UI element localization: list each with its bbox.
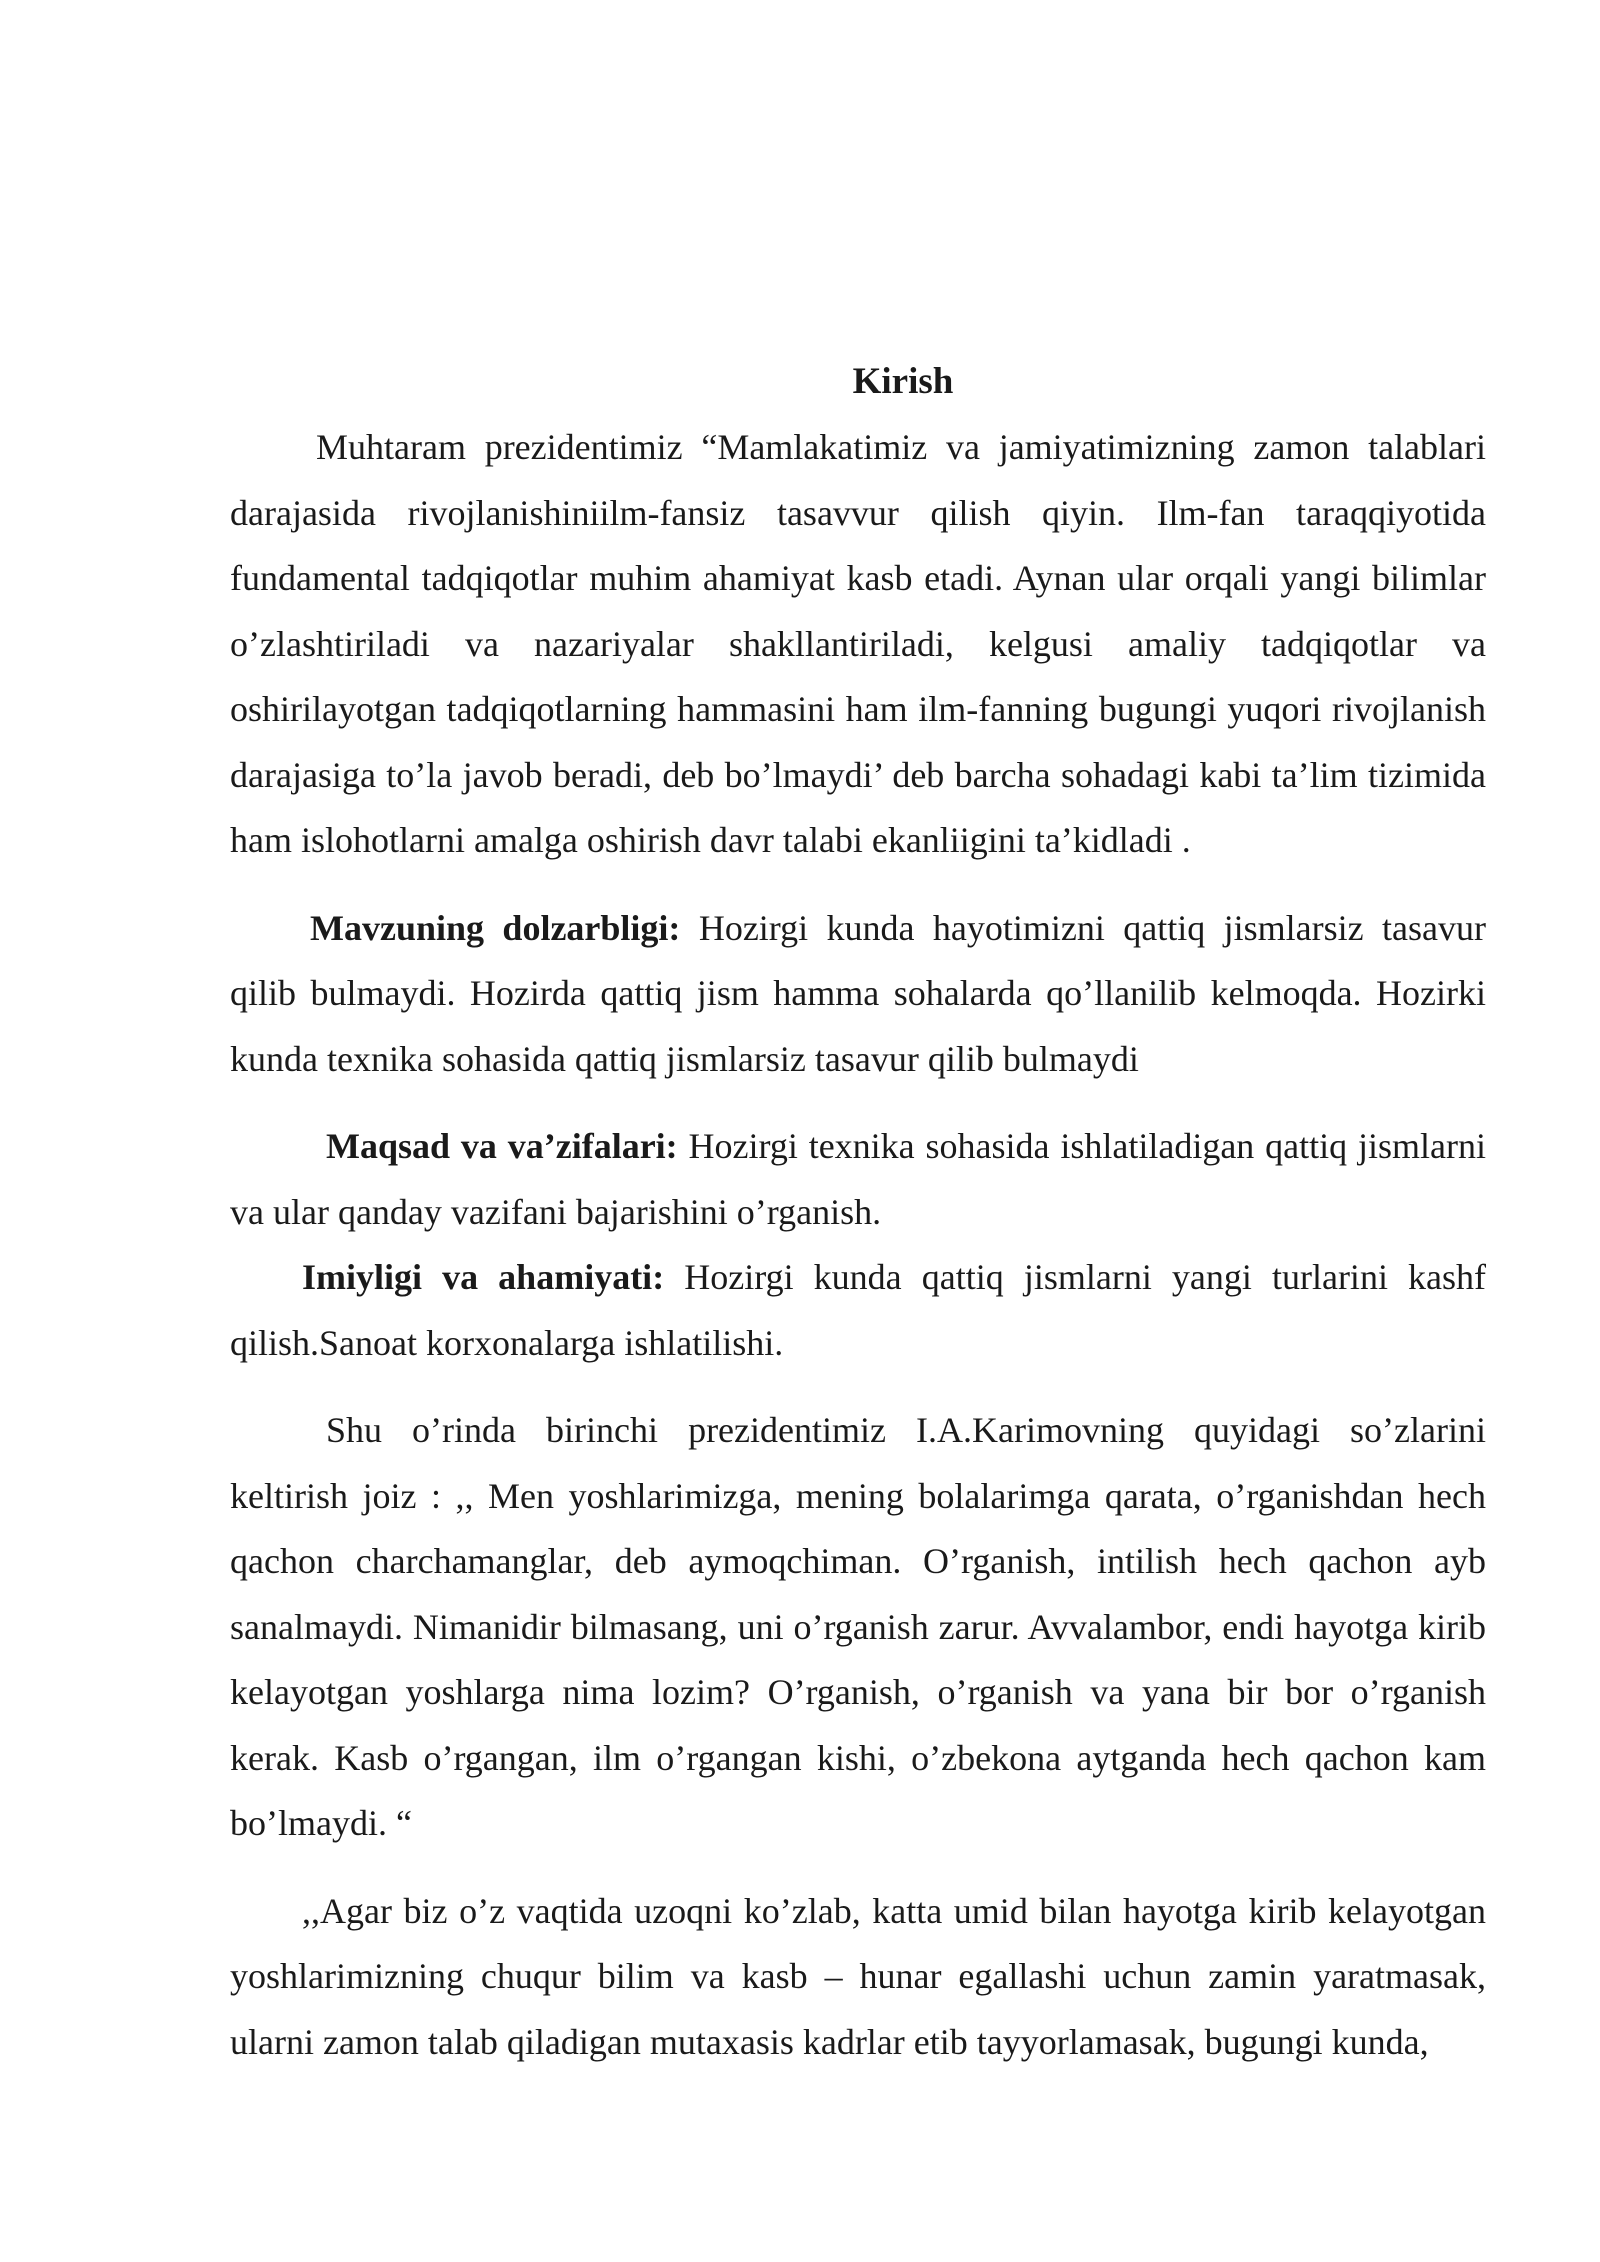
paragraph-text: Hozirgi texnika sohasida ishlatiladigan qattiq jismlarni va ular qanday vazifani bajarishini o’rganish. xyxy=(230,1126,1486,1232)
paragraph-significance xyxy=(230,1245,1486,1376)
paragraph-text: Shu o’rinda birinchi prezidentimiz I.A.Karimovning quyidagi so’zlarini keltirish joiz : ,, Men yoshlarimizga, mening bolalarimga qarata, o’rganishdan hech qachon charchamanglar, deb aymoqchiman. O’rganish, intilish hech qachon ayb sanalmaydi. Nimanidir bilmasang, uni o’rganish zarur. Avvalambor, endi hayotga kirib kelayotgan yoshlarga nima lozim? O’rganish, o’rganish va yana bir bor o’rganish kerak. Kasb o’rgangan, ilm o’rgangan kishi, o’zbekona aytganda hech qachon kam bo’lmaydi. “ xyxy=(230,1410,1486,1843)
document-body xyxy=(230,356,1486,2075)
paragraph-lead: Mavzuning dolzarbligi: xyxy=(310,907,681,948)
paragraph-quote-youth xyxy=(230,1879,1486,2076)
page-title: Kirish xyxy=(852,361,954,402)
paragraph-quote-karimov xyxy=(230,1398,1486,1857)
paragraph-goals xyxy=(230,1114,1486,1245)
paragraph-lead: Maqsad va va’zifalari: xyxy=(326,1126,678,1166)
paragraph-text: Hozirgi kunda qattiq jismlarni yangi turlarini kashf qilish.Sanoat korxonalarga ishlatilishi. xyxy=(230,1257,1487,1363)
paragraph-relevance xyxy=(230,896,1486,1093)
paragraph-lead: Imiyligi va ahamiyati: xyxy=(302,1257,665,1297)
paragraph-intro xyxy=(230,415,1486,874)
paragraph-text: ,,Agar biz o’z vaqtida uzoqni ko’zlab, katta umid bilan hayotga kirib kelayotgan yoshlarimizning chuqur bilim va kasb – hunar egallashi uchun zamin yaratmasak, ularni zamon talab qiladigan mutaxasis kadrlar etib tayyorlamasak, bugungi kunda, xyxy=(230,1890,1486,2062)
paragraph-text: Hozirgi kunda hayotimizni qattiq jismlarsiz tasavur qilib bulmaydi. Hozirda qattiq jism hamma sohalarda qo’llanilib kelmoqda. Hozirki kunda texnika sohasida qattiq jismlarsiz tasavur qilib bulmaydi xyxy=(230,907,1486,1079)
paragraph-text: Muhtaram prezidentimiz “Mamlakatimiz va jamiyatimizning zamon talablari darajasida rivojlanishiniilm-fansiz tasavvur qilish qiyin. Ilm-fan taraqqiyotida fundamental tadqiqotlar muhim ahamiyat kasb etadi. Aynan ular orqali yangi bilimlar o’zlashtiriladi va nazariyalar shakllantiriladi, kelgusi amaliy tadqiqotlar va oshirilayotgan tadqiqotlarning hammasini ham ilm-fanning bugungi yuqori rivojlanish darajasiga to’la javob beradi, deb bo’lmaydi’ deb barcha sohadagi kabi ta’lim tizimida ham islohotlarni amalga oshirish davr talabi ekanliigini ta’kidladi . xyxy=(230,427,1486,860)
